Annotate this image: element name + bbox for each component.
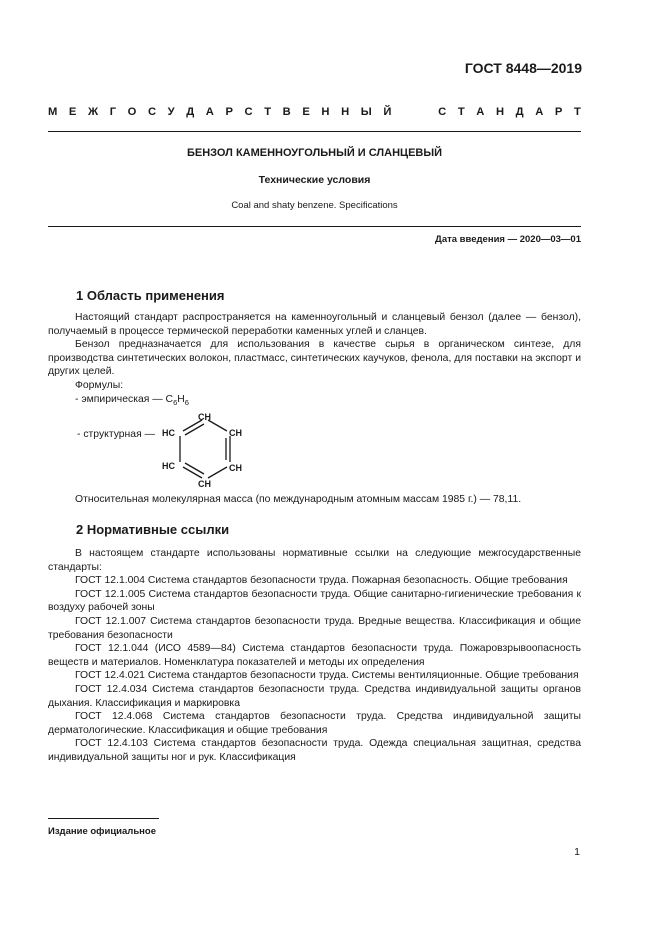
english-title: Coal and shaty benzene. Specifications bbox=[231, 200, 398, 211]
section-1-body bbox=[48, 311, 581, 409]
scope-paragraph-2: Бензол предназначается для использования в качестве сырья в органическом синтезе, для производства синтетических волокон, пластмасс, синтетических каучуков, фенола, для поставки на экспорт и других целей. bbox=[48, 339, 581, 378]
empirical-label: - эмпирическая — bbox=[75, 393, 163, 405]
official-edition-note: Издание официальное bbox=[48, 826, 156, 837]
reference-item: ГОСТ 12.4.068 Система стандартов безопасности труда. Средства индивидуальной защиты дерматологические. Классификация и общие требования bbox=[48, 711, 581, 736]
interstate-letter: Т bbox=[573, 106, 581, 118]
interstate-letter: Т bbox=[264, 106, 272, 118]
interstate-letter: Т bbox=[457, 106, 465, 118]
ring-label-left-bottom: HC bbox=[162, 461, 175, 471]
ring-label-left-top: HC bbox=[162, 428, 175, 438]
reference-item: ГОСТ 12.1.007 Система стандартов безопасности труда. Вредные вещества. Классификация и общие требования безопасности bbox=[48, 615, 581, 641]
molar-mass: Относительная молекулярная масса (по международным атомным массам 1985 г.) — 78,11. bbox=[75, 494, 522, 505]
interstate-letter: А bbox=[476, 106, 485, 118]
reference-item: ГОСТ 12.1.005 Система стандартов безопасности труда. Общие санитарно-гигиенические требования к воздуху рабочей зоны bbox=[48, 588, 581, 614]
standard-title: БЕНЗОЛ КАМЕННОУГОЛЬНЫЙ И СЛАНЦЕВЫЙ bbox=[186, 147, 443, 159]
reference-item: ГОСТ 12.4.103 Система стандартов безопасности труда. Одежда специальная защитная, средства индивидуальной защиты ног и рук. Классификация bbox=[48, 738, 581, 763]
reference-item: ГОСТ 12.1.004 Система стандартов безопасности труда. Пожарная безопасность. Общие требования bbox=[75, 575, 568, 587]
interstate-letter: У bbox=[167, 106, 175, 118]
interstate-letter: А bbox=[535, 106, 544, 118]
empirical-h-sub: 6 bbox=[184, 397, 189, 407]
ring-label-top: CH bbox=[198, 412, 211, 422]
ring-bond-bottom-left-double bbox=[185, 463, 204, 474]
interstate-letter: М bbox=[48, 106, 58, 118]
interstate-standard-banner bbox=[48, 106, 581, 118]
ring-bond-bottom-right bbox=[208, 467, 227, 478]
references-intro: В настоящем стандарте использованы нормативные ссылки на следующие межгосударственные стандарты: bbox=[48, 548, 581, 573]
ring-label-right-bottom: CH bbox=[229, 463, 242, 473]
interstate-letter: Е bbox=[302, 106, 310, 118]
empirical-formula bbox=[48, 393, 581, 410]
interstate-letter: Г bbox=[109, 106, 117, 118]
standard-subtitle: Технические условия bbox=[258, 174, 371, 186]
references-list bbox=[48, 574, 581, 764]
reference-item: ГОСТ 12.4.034 Система стандартов безопасности труда. Средства индивидуальной защиты органов дыхания. Классификация и маркировка bbox=[48, 683, 581, 709]
interstate-letter: Р bbox=[554, 106, 563, 118]
interstate-letter: В bbox=[282, 106, 291, 118]
interstate-letter: Е bbox=[68, 106, 77, 118]
section-2-heading: 2 Нормативные ссылки bbox=[76, 522, 230, 537]
benzene-ring-diagram bbox=[150, 404, 260, 492]
document-code: ГОСТ 8448—2019 bbox=[464, 60, 582, 76]
interstate-letter bbox=[403, 106, 409, 118]
interstate-letter: С bbox=[147, 106, 157, 118]
section-1-heading: 1 Область применения bbox=[76, 288, 225, 303]
interstate-letter: Ы bbox=[360, 106, 372, 118]
interstate-letter: Н bbox=[321, 106, 330, 118]
structural-label: - структурная — bbox=[77, 429, 155, 440]
page-number: 1 bbox=[574, 846, 580, 858]
interstate-letter: С bbox=[438, 106, 447, 118]
interstate-letter: Д bbox=[186, 106, 195, 118]
ring-bond-top-left-double bbox=[185, 424, 204, 435]
top-divider bbox=[48, 131, 581, 132]
molar-mass-block bbox=[48, 493, 581, 507]
empirical-h: H bbox=[177, 393, 185, 405]
interstate-letter: Й bbox=[383, 106, 392, 118]
introduction-date: Дата введения — 2020—03—01 bbox=[435, 234, 581, 245]
interstate-letter: Н bbox=[495, 106, 505, 118]
section-2-body bbox=[48, 547, 581, 765]
formulas-label: Формулы: bbox=[75, 379, 124, 391]
interstate-letter bbox=[421, 106, 427, 118]
interstate-letter: С bbox=[244, 106, 253, 118]
empirical-c-sub: 6 bbox=[173, 397, 178, 407]
scope-paragraph-1: Настоящий стандарт распространяется на каменноугольный и сланцевый бензол (далее — бензол), получаемый в процессе термической переработки каменных углей и сланцев. bbox=[48, 312, 581, 337]
interstate-letter: А bbox=[205, 106, 214, 118]
empirical-c: C bbox=[165, 393, 174, 405]
ring-bond-bottom-left bbox=[183, 467, 202, 478]
interstate-letter: О bbox=[127, 106, 137, 118]
interstate-letter: Н bbox=[341, 106, 350, 118]
reference-item: ГОСТ 12.4.021 Система стандартов безопасности труда. Системы вентиляционные. Общие требования bbox=[75, 670, 579, 682]
footer-divider bbox=[48, 818, 159, 819]
interstate-letter: Д bbox=[515, 106, 524, 118]
interstate-letter: Р bbox=[225, 106, 233, 118]
ring-label-bottom: CH bbox=[198, 479, 211, 489]
reference-item: ГОСТ 12.1.044 (ИСО 4589—84) Система стандартов безопасности труда. Пожаровзрывоопасность веществ и материалов. Номенклатура показателей и методы их определения bbox=[48, 643, 581, 668]
interstate-letter: Ж bbox=[87, 106, 99, 118]
ring-label-right-top: CH bbox=[229, 428, 242, 438]
title-divider bbox=[48, 226, 581, 227]
